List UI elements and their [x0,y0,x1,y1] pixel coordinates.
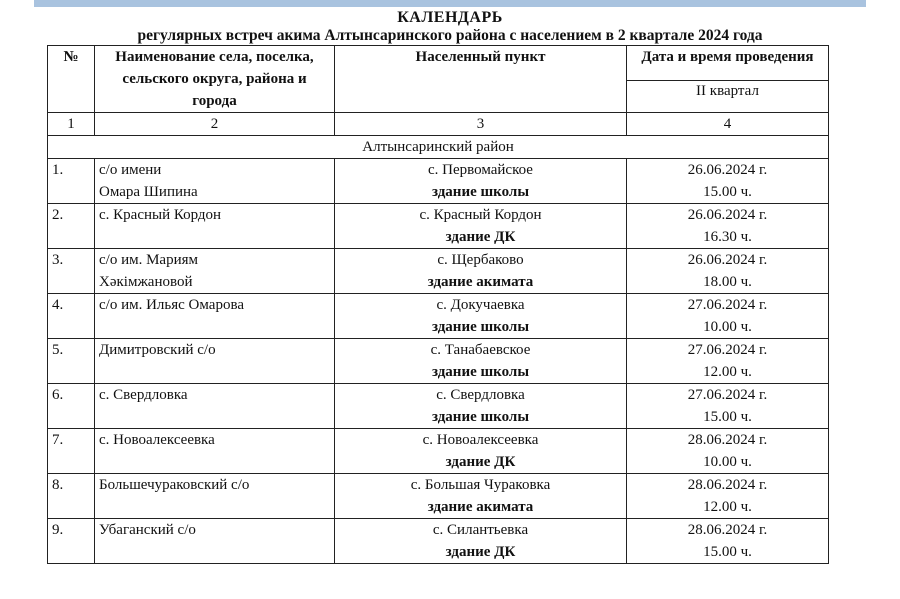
row-number: 8. [48,474,95,519]
column-number: 3 [335,113,627,136]
row-number: 5. [48,339,95,384]
table-row [48,519,829,564]
place-cell [335,339,627,384]
venue-building: здание школы [431,319,530,335]
table-row [48,429,829,474]
table-row [48,204,829,249]
date-time-cell [627,429,829,474]
place-name: с. Новоалексеевка [422,432,539,448]
meeting-date: 28.06.2024 г. [687,432,768,448]
header-date: Дата и время проведения [627,46,829,81]
place-name: с. Силантьевка [432,522,529,538]
settlement-name: с. Новоалексеевка [99,432,215,448]
header-name: Наименование села, поселка, сельского округа, района и города [95,46,335,113]
settlement-name-cell [95,339,335,384]
settlement-name-cell [95,519,335,564]
place-name: с. Докучаевка [436,297,525,313]
top-accent-bar [34,0,866,7]
date-time-cell [627,159,829,204]
row-number: 4. [48,294,95,339]
place-cell [335,159,627,204]
meeting-date: 27.06.2024 г. [687,387,768,403]
column-number-row [48,113,829,136]
meeting-time: 10.00 ч. [703,319,752,335]
header-number: № [48,46,95,113]
date-time-cell [627,474,829,519]
place-cell [335,384,627,429]
settlement-name-cont: Омара Шипина [99,184,198,200]
venue-building: здание ДК [445,544,516,560]
meeting-date: 26.06.2024 г. [687,162,768,178]
district-row [48,136,829,159]
settlement-name: с/о им. Мариям [99,252,199,268]
settlement-name: с. Красный Кордон [99,207,222,223]
settlement-name: Убаганский с/о [99,522,196,538]
table-header-row [48,46,829,81]
table-row [48,384,829,429]
meeting-time: 15.00 ч. [703,544,752,560]
place-cell [335,249,627,294]
table-row [48,339,829,384]
settlement-name: Димитровский с/о [99,342,216,358]
place-name: с. Первомайское [428,162,533,178]
settlement-name-cell [95,429,335,474]
column-number: 2 [95,113,335,136]
place-cell [335,204,627,249]
place-name: с. Щербаково [437,252,524,268]
meeting-date: 28.06.2024 г. [687,477,768,493]
meeting-time: 12.00 ч. [703,364,752,380]
settlement-name-cell [95,384,335,429]
row-number: 9. [48,519,95,564]
meeting-date: 26.06.2024 г. [687,252,768,268]
table-row [48,249,829,294]
place-name: с. Танабаевское [430,342,531,358]
meeting-date: 27.06.2024 г. [687,297,768,313]
venue-building: здание школы [431,184,530,200]
venue-building: здание ДК [445,229,516,245]
date-time-cell [627,384,829,429]
meeting-date: 26.06.2024 г. [687,207,768,223]
place-cell [335,429,627,474]
settlement-name: с. Свердловка [99,387,188,403]
venue-building: здание акимата [427,499,534,515]
table-row [48,159,829,204]
meeting-time: 12.00 ч. [703,499,752,515]
row-number: 1. [48,159,95,204]
row-number: 7. [48,429,95,474]
column-number: 1 [48,113,95,136]
settlement-name-cont: Хәкімжановой [99,274,193,290]
settlement-name-cell [95,249,335,294]
venue-building: здание акимата [427,274,534,290]
document-subtitle: регулярных встреч акима Алтынсаринского района с населением в 2 квартале 2024 года [137,27,763,44]
place-cell [335,294,627,339]
calendar-table [47,45,829,564]
column-number: 4 [627,113,829,136]
table-row [48,474,829,519]
settlement-name-cell [95,474,335,519]
meeting-date: 27.06.2024 г. [687,342,768,358]
place-cell [335,474,627,519]
date-time-cell [627,204,829,249]
venue-building: здание ДК [445,454,516,470]
document-title: КАЛЕНДАРЬ [397,9,503,26]
date-time-cell [627,339,829,384]
meeting-time: 15.00 ч. [703,409,752,425]
district-label: Алтынсаринский район [48,136,829,159]
date-time-cell [627,519,829,564]
meeting-time: 18.00 ч. [703,274,752,290]
meeting-time: 15.00 ч. [703,184,752,200]
meeting-time: 10.00 ч. [703,454,752,470]
place-cell [335,519,627,564]
date-time-cell [627,249,829,294]
place-name: с. Красный Кордон [419,207,542,223]
row-number: 3. [48,249,95,294]
settlement-name-cell [95,204,335,249]
settlement-name: с/о им. Ильяс Омарова [99,297,244,313]
place-name: с. Большая Чураковка [410,477,551,493]
table-row [48,294,829,339]
date-time-cell [627,294,829,339]
settlement-name-cell [95,159,335,204]
meeting-time: 16.30 ч. [703,229,752,245]
row-number: 6. [48,384,95,429]
place-name: с. Свердловка [436,387,525,403]
row-number: 2. [48,204,95,249]
meeting-date: 28.06.2024 г. [687,522,768,538]
settlement-name-cell [95,294,335,339]
venue-building: здание школы [431,364,530,380]
venue-building: здание школы [431,409,530,425]
header-quarter: II квартал [627,81,829,113]
header-place: Населенный пункт [335,46,627,113]
settlement-name: Большечураковский с/о [99,477,250,493]
settlement-name: с/о имени [99,162,162,178]
